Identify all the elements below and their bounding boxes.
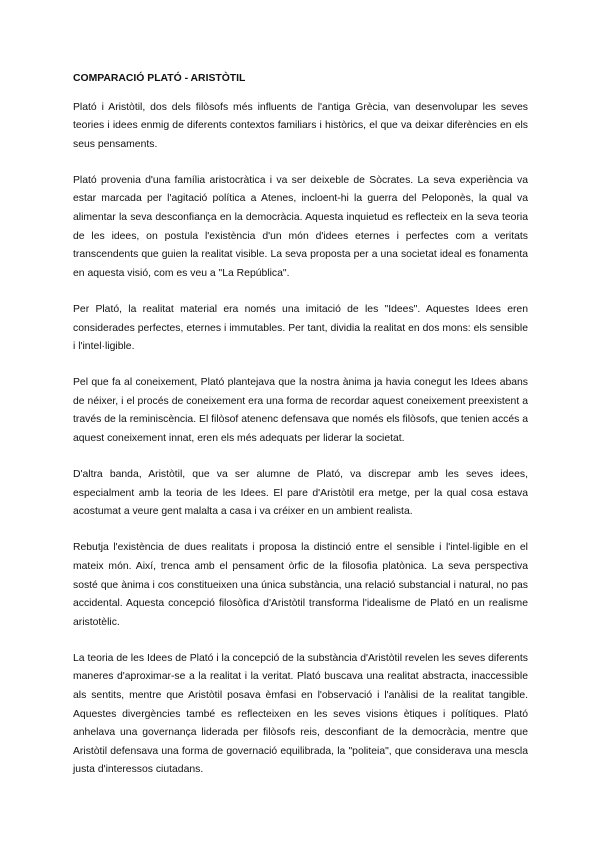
paragraph-aristotle-background: D'altra banda, Aristòtil, que va ser alumne de Plató, va discrepar amb les seves idees, especialment amb la teoria de les Idees. El pare d'Aristòtil era metge, per la qual cosa estava acostumat a veure gent malalta a casa i va créixer en un ambient realista. — [73, 469, 528, 518]
paragraph-comparison: La teoria de les Idees de Plató i la concepció de la substància d'Aristòtil revelen les seves diferents maneres d'aproximar-se a la realitat i la veritat. Plató buscava una realitat abstracta, inaccessible als sentits, mentre que Aristòtil posava èmfasi en l'observació i l'anàlisi de la realitat tangible. Aquestes divergències també es reflecteixen en les seves visions ètiques i polítiques. Plató anhelava una governança liderada per filòsofs reis, desconfiant de la democràcia, mentre que Aristòtil defensava una forma de governació equilibrada, la "politeia", que considerava una mescla justa d'interessos ciutadans. — [73, 652, 528, 776]
document-body — [73, 70, 528, 798]
paragraph-plato-ideas: Per Plató, la realitat material era només una imitació de les "Idees". Aquestes Idees eren considerades perfectes, eternes i immutables. Per tant, dividia la realitat en dos mons: els sensible i l'intel·ligible. — [73, 303, 528, 353]
paragraph-aristotle-realism: Rebutja l'existència de dues realitats i proposa la distinció entre el sensible i l'intel·ligible en el mateix món. Així, trenca amb el pensament òrfic de la filosofia platònica. La seva perspectiva sosté que ànima i cos constitueixen una única substància, una relació substancial i natural, no pas accidental. Aquesta concepció filosòfica d'Aristòtil transforma l'idealisme de Plató en un realisme aristotèlic. — [73, 542, 528, 628]
paragraph-plato-background: Plató provenia d'una família aristocràtica i va ser deixeble de Sòcrates. La seva experiència va estar marcada per l'agitació política a Atenes, incloent-hi la guerra del Peloponès, la qual va alimentar la seva desconfiança en la democràcia. Aquesta inquietud es reflecteix en la seva teoria de les idees, on postula l'existència d'un món d'idees eternes i perfectes com a veritats transcendents que guien la realitat visible. La seva proposta per a una societat ideal es fonamenta en aquesta visió, com es veu a "La República". — [73, 174, 528, 279]
document-title: COMPARACIÓ PLATÓ - ARISTÒTIL — [73, 73, 246, 84]
paragraph-intro: Plató i Aristòtil, dos dels filòsofs més influents de l'antiga Grècia, van desenvolupar les seves teories i idees enmig de diferents contextos familiars i històrics, el que va deixar diferències en els seus pensaments. — [73, 101, 528, 150]
paragraph-plato-knowledge: Pel que fa al coneixement, Plató plantejava que la nostra ànima ja havia conegut les Idees abans de néixer, i el procés de coneixement era una forma de recordar aquest coneixement preexistent a través de la reminiscència. El filòsof atenenc defensava que només els filòsofs, que tenien accés a aquest coneixement innat, eren els més adequats per liderar la societat. — [73, 377, 528, 444]
